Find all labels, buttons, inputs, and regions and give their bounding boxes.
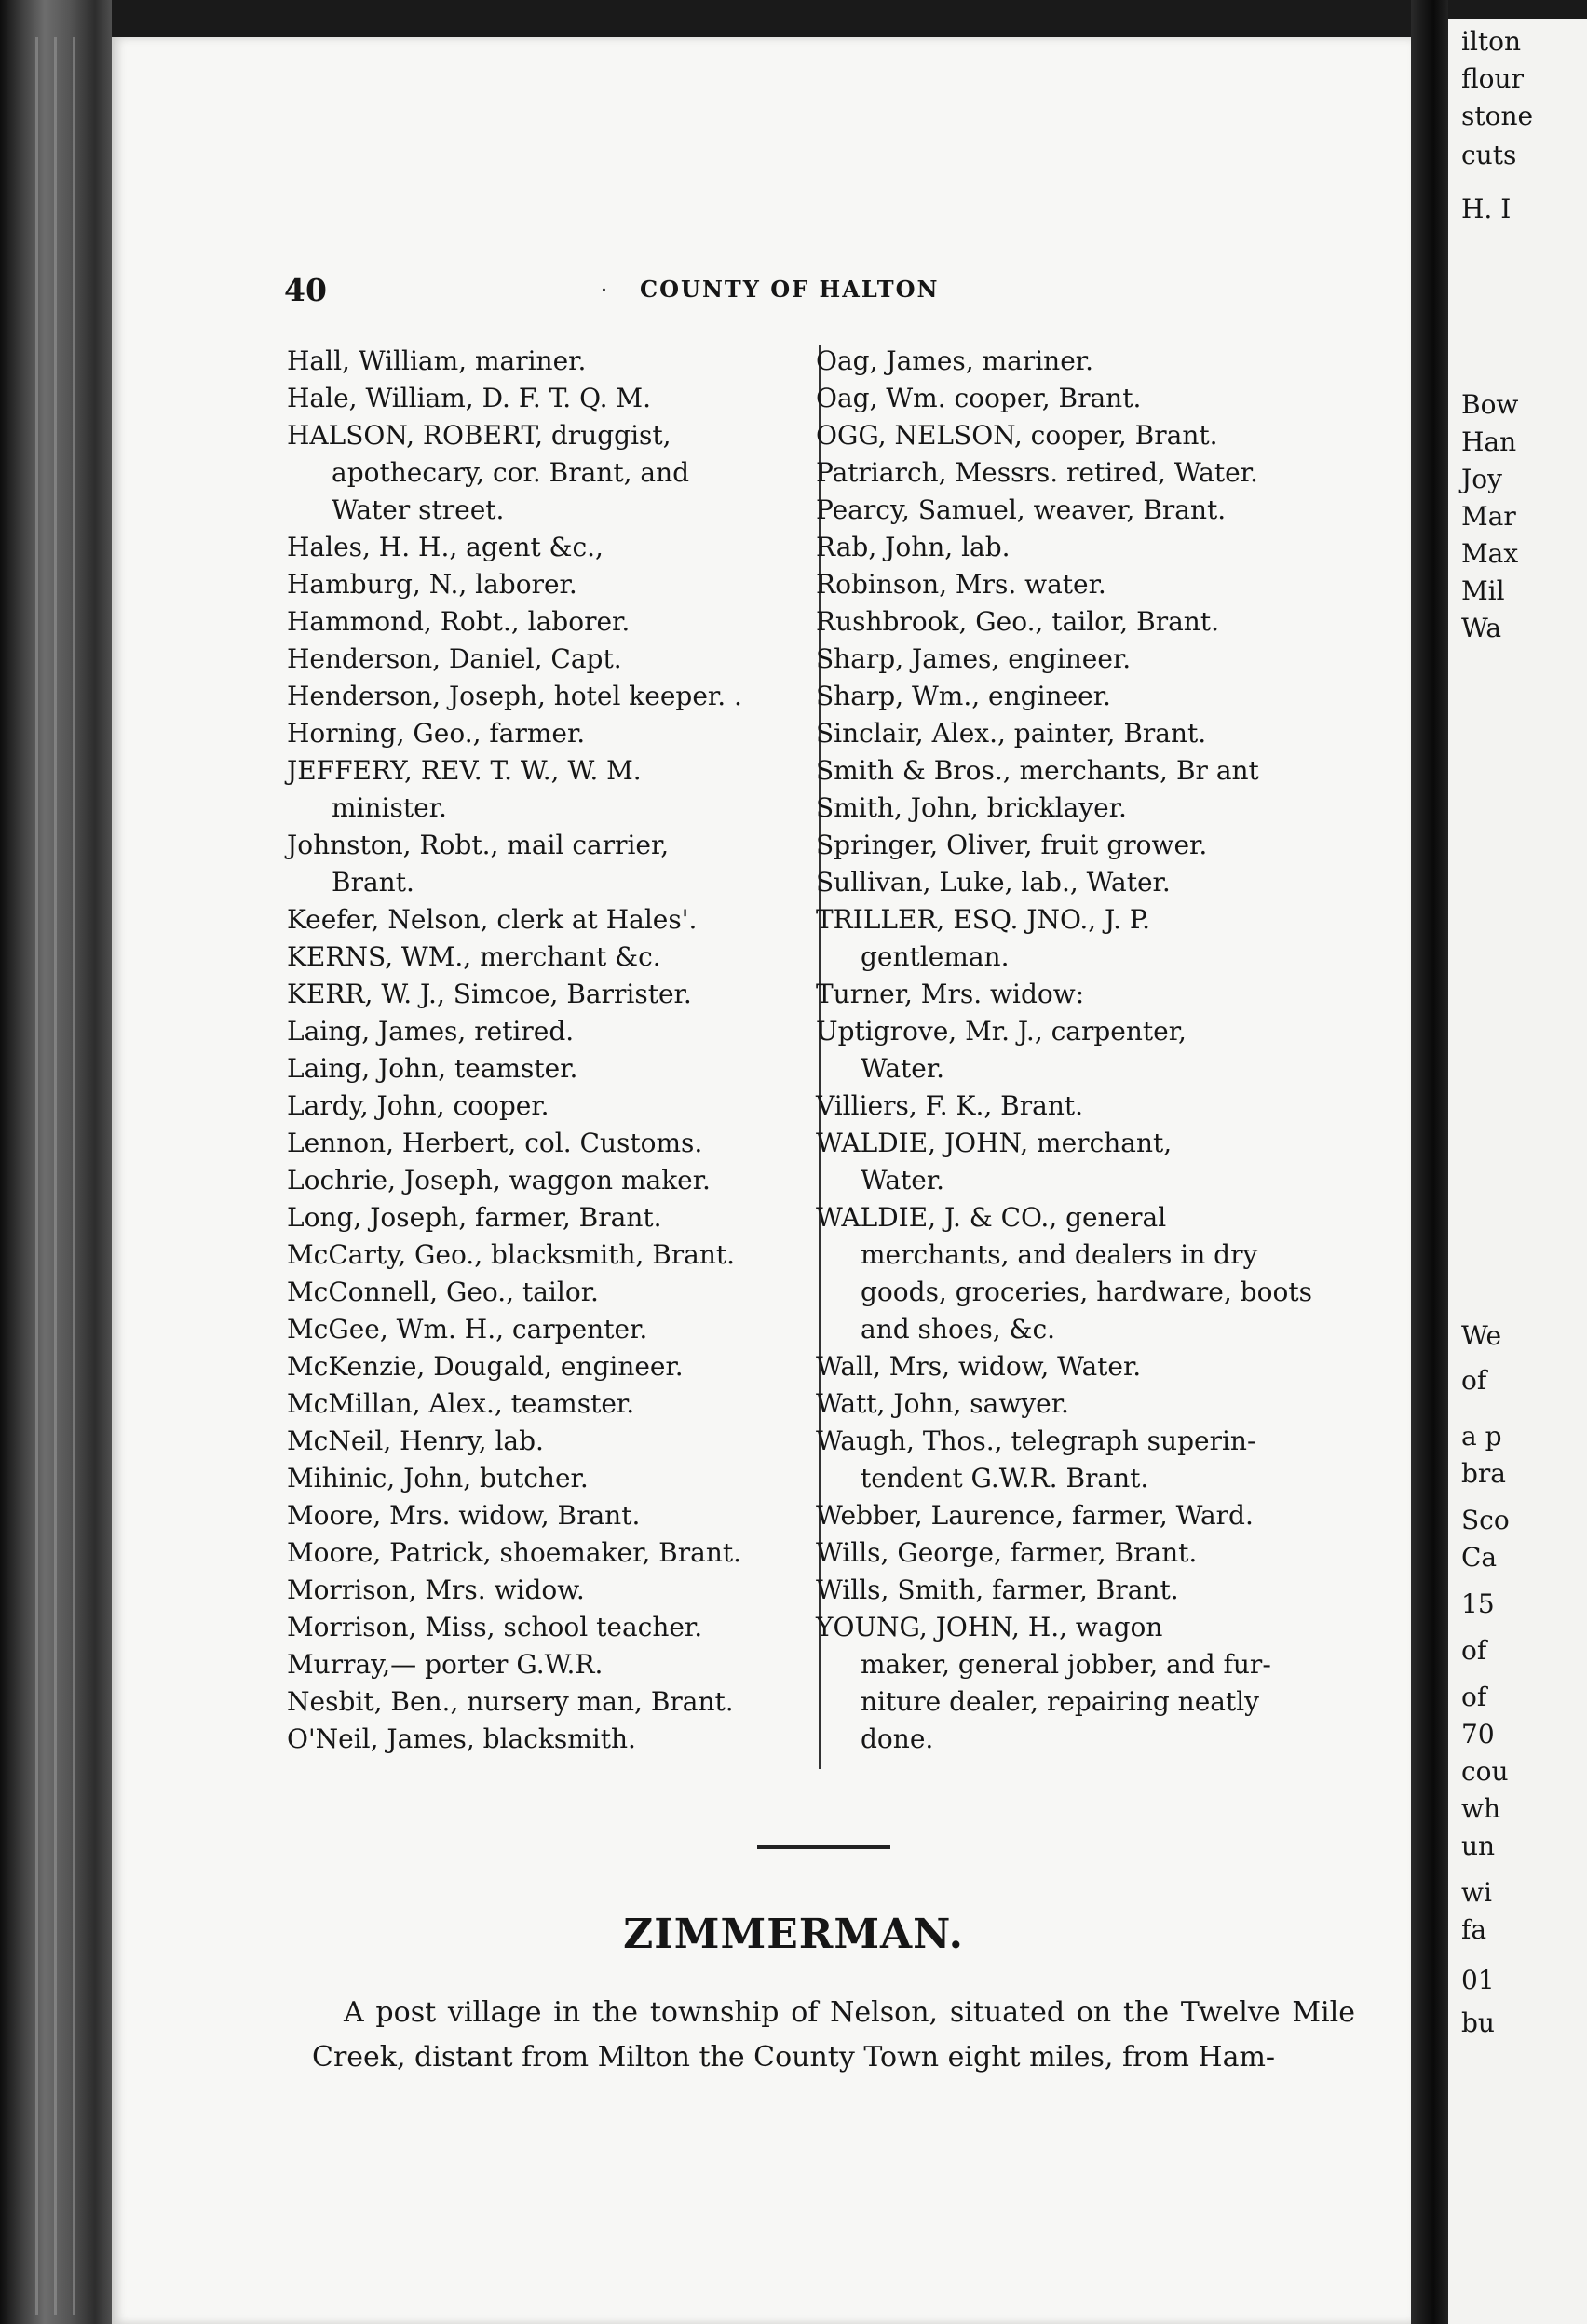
facing-page-text-fragment: flour xyxy=(1461,63,1524,94)
directory-entry xyxy=(287,1609,808,1646)
facing-page-text-fragment: stone xyxy=(1461,101,1534,131)
entry-name-line: O'Neil, James, blacksmith. xyxy=(287,1723,636,1754)
directory-entry xyxy=(816,492,1330,529)
entry-continuation-line: and shoes, &c. xyxy=(861,1314,1056,1344)
directory-entry xyxy=(287,1683,808,1721)
facing-page-text-fragment: We xyxy=(1461,1320,1502,1351)
facing-page-text-fragment: Joy xyxy=(1461,464,1502,494)
entry-continuation-line: tendent G.W.R. Brant. xyxy=(861,1463,1149,1493)
directory-entry xyxy=(816,1534,1330,1572)
entry-name-line: Moore, Mrs. widow, Brant. xyxy=(287,1500,641,1531)
entry-name-line: Sinclair, Alex., painter, Brant. xyxy=(816,718,1207,749)
book-spine xyxy=(0,0,112,2324)
facing-page-text-fragment: 01 xyxy=(1461,1965,1495,1995)
directory-entry xyxy=(287,1646,808,1683)
facing-page-text-fragment: cuts xyxy=(1461,140,1517,170)
directory-entry xyxy=(816,343,1330,380)
directory-entry xyxy=(287,603,808,641)
directory-entry xyxy=(816,1497,1330,1534)
entry-continuation-line: done. xyxy=(861,1723,934,1754)
directory-entry xyxy=(287,1385,808,1423)
page-edge-line xyxy=(54,37,57,2315)
entry-continuation-line: apothecary, cor. Brant, and xyxy=(332,457,690,488)
facing-page-text-fragment: Mil xyxy=(1461,575,1505,606)
entry-continuation-line: Water street. xyxy=(332,494,505,525)
directory-entry xyxy=(287,678,808,715)
directory-entry xyxy=(816,641,1330,678)
directory-entry xyxy=(287,529,808,566)
entry-name-line: Robinson, Mrs. water. xyxy=(816,569,1106,600)
facing-page xyxy=(1448,19,1587,2324)
page-number: 40 xyxy=(284,272,327,308)
facing-page-text-fragment: un xyxy=(1461,1831,1496,1861)
entry-continuation-line: merchants, and dealers in dry xyxy=(861,1239,1258,1270)
entry-name-line: Wills, George, farmer, Brant. xyxy=(816,1537,1198,1568)
facing-page-text-fragment: cou xyxy=(1461,1756,1509,1787)
directory-entry xyxy=(816,1385,1330,1423)
directory-entry xyxy=(287,1013,808,1050)
directory-entry xyxy=(816,1348,1330,1385)
entry-name-line: KERNS, WM., merchant &c. xyxy=(287,941,661,972)
entry-name-line: Sharp, James, engineer. xyxy=(816,643,1132,674)
directory-entry xyxy=(287,417,808,529)
directory-column-right xyxy=(816,343,1330,1758)
entry-name-line: Watt, John, sawyer. xyxy=(816,1388,1069,1419)
entry-name-line: Laing, James, retired. xyxy=(287,1016,575,1047)
entry-name-line: Morrison, Miss, school teacher. xyxy=(287,1612,703,1642)
entry-continuation-line: Brant. xyxy=(332,867,414,898)
directory-entry xyxy=(287,752,808,827)
directory-entry xyxy=(816,715,1330,752)
page-edge-line xyxy=(73,37,75,2315)
entry-continuation-line: gentleman. xyxy=(861,941,1010,972)
entry-name-line: Nesbit, Ben., nursery man, Brant. xyxy=(287,1686,734,1717)
facing-page-text-fragment: Wa xyxy=(1461,613,1502,643)
directory-entry xyxy=(287,1050,808,1088)
facing-page-text-fragment: wi xyxy=(1461,1877,1492,1908)
directory-entry xyxy=(287,976,808,1013)
entry-name-line: Henderson, Daniel, Capt. xyxy=(287,643,622,674)
directory-entry xyxy=(287,641,808,678)
facing-page-text-fragment: Mar xyxy=(1461,501,1516,532)
entry-name-line: McMillan, Alex., teamster. xyxy=(287,1388,635,1419)
entry-name-line: Wall, Mrs, widow, Water. xyxy=(816,1351,1142,1382)
entry-name-line: Rushbrook, Geo., tailor, Brant. xyxy=(816,606,1219,637)
directory-entry xyxy=(287,939,808,976)
facing-page-text-fragment: bu xyxy=(1461,2007,1495,2038)
facing-page-text-fragment: wh xyxy=(1461,1793,1500,1824)
entry-name-line: Patriarch, Messrs. retired, Water. xyxy=(816,457,1258,488)
entry-name-line: Mihinic, John, butcher. xyxy=(287,1463,589,1493)
entry-continuation-line: maker, general jobber, and fur- xyxy=(861,1649,1271,1680)
entry-name-line: Sullivan, Luke, lab., Water. xyxy=(816,867,1171,898)
directory-entry xyxy=(287,1572,808,1609)
directory-entry xyxy=(816,901,1330,976)
facing-page-text-fragment: 15 xyxy=(1461,1588,1495,1619)
page-edge-line xyxy=(35,37,38,2315)
running-head: COUNTY OF HALTON xyxy=(640,276,940,303)
entry-name-line: Webber, Laurence, farmer, Ward. xyxy=(816,1500,1254,1531)
entry-name-line: Pearcy, Samuel, weaver, Brant. xyxy=(816,494,1227,525)
directory-entry xyxy=(287,1460,808,1497)
directory-entry xyxy=(816,827,1330,864)
header-dot: · xyxy=(601,279,607,303)
directory-entry xyxy=(287,343,808,380)
directory-entry xyxy=(287,1162,808,1199)
directory-column-left xyxy=(287,343,808,1758)
entry-name-line: Laing, John, teamster. xyxy=(287,1053,578,1084)
directory-entry xyxy=(287,1497,808,1534)
entry-name-line: YOUNG, JOHN, H., wagon xyxy=(816,1612,1163,1642)
directory-entry xyxy=(287,1348,808,1385)
entry-name-line: WALDIE, JOHN, merchant, xyxy=(816,1128,1173,1158)
entry-name-line: Smith, John, bricklayer. xyxy=(816,792,1127,823)
facing-page-text-fragment: Ca xyxy=(1461,1542,1498,1573)
facing-page-text-fragment: a p xyxy=(1461,1421,1502,1452)
entry-continuation-line: niture dealer, repairing neatly xyxy=(861,1686,1259,1717)
facing-page-text-fragment: of xyxy=(1461,1365,1487,1396)
section-rule xyxy=(757,1845,890,1849)
entry-name-line: Oag, James, mariner. xyxy=(816,345,1093,376)
entry-name-line: McGee, Wm. H., carpenter. xyxy=(287,1314,648,1344)
directory-entry xyxy=(816,1609,1330,1758)
entry-name-line: Uptigrove, Mr. J., carpenter, xyxy=(816,1016,1187,1047)
facing-page-text-fragment: of xyxy=(1461,1682,1487,1712)
facing-page-text-fragment: ilton xyxy=(1461,26,1522,57)
directory-entry xyxy=(816,790,1330,827)
directory-entry xyxy=(816,678,1330,715)
directory-entry xyxy=(287,1311,808,1348)
directory-entry xyxy=(816,529,1330,566)
entry-name-line: Sharp, Wm., engineer. xyxy=(816,681,1111,711)
entry-name-line: Smith & Bros., merchants, Br ant xyxy=(816,755,1259,786)
directory-entry xyxy=(816,1423,1330,1497)
directory-entry xyxy=(816,976,1330,1013)
directory-entry xyxy=(816,752,1330,790)
directory-entry xyxy=(287,1199,808,1236)
entry-name-line: Lennon, Herbert, col. Customs. xyxy=(287,1128,703,1158)
section-title: ZIMMERMAN. xyxy=(623,1911,964,1958)
entry-name-line: Waugh, Thos., telegraph superin- xyxy=(816,1425,1256,1456)
directory-entry xyxy=(287,1125,808,1162)
directory-entry xyxy=(287,1236,808,1274)
entry-name-line: Johnston, Robt., mail carrier, xyxy=(287,830,670,860)
entry-name-line: Horning, Geo., farmer. xyxy=(287,718,586,749)
facing-page-text-fragment: fa xyxy=(1461,1914,1487,1945)
facing-page-text-fragment: Bow xyxy=(1461,389,1519,420)
entry-name-line: Lardy, John, cooper. xyxy=(287,1090,549,1121)
entry-name-line: Morrison, Mrs. widow. xyxy=(287,1574,585,1605)
entry-name-line: McCarty, Geo., blacksmith, Brant. xyxy=(287,1239,736,1270)
entry-name-line: JEFFERY, REV. T. W., W. M. xyxy=(287,755,642,786)
entry-name-line: WALDIE, J. & CO., general xyxy=(816,1202,1167,1233)
directory-entry xyxy=(287,566,808,603)
entry-name-line: Oag, Wm. cooper, Brant. xyxy=(816,383,1142,413)
entry-name-line: Springer, Oliver, fruit grower. xyxy=(816,830,1208,860)
directory-entry xyxy=(816,417,1330,454)
directory-entry xyxy=(287,1721,808,1758)
directory-entry xyxy=(287,1423,808,1460)
entry-name-line: Hale, William, D. F. T. Q. M. xyxy=(287,383,652,413)
directory-entry xyxy=(816,1088,1330,1125)
directory-entry xyxy=(816,1199,1330,1348)
entry-name-line: Wills, Smith, farmer, Brant. xyxy=(816,1574,1179,1605)
page-header xyxy=(284,272,1085,309)
facing-page-text-fragment: of xyxy=(1461,1635,1487,1666)
book-gutter xyxy=(1411,0,1448,2324)
entry-continuation-line: Water. xyxy=(861,1165,945,1196)
entry-name-line: Murray,— porter G.W.R. xyxy=(287,1649,604,1680)
directory-entry xyxy=(816,1572,1330,1609)
facing-page-text-fragment: H. I xyxy=(1461,194,1512,224)
entry-name-line: Hammond, Robt., laborer. xyxy=(287,606,631,637)
entry-name-line: Lochrie, Joseph, waggon maker. xyxy=(287,1165,711,1196)
facing-page-text-fragment: Max xyxy=(1461,538,1519,569)
directory-entry xyxy=(816,864,1330,901)
section-body: A post village in the township of Nelson, situated on the Twelve Mile Creek, distant from Milton the County Town eight miles, from Ham- xyxy=(312,1996,1355,2074)
directory-entry xyxy=(287,1274,808,1311)
entry-name-line: Long, Joseph, farmer, Brant. xyxy=(287,1202,662,1233)
entry-name-line: Keefer, Nelson, clerk at Hales'. xyxy=(287,904,698,935)
directory-entry xyxy=(816,1013,1330,1088)
entry-name-line: Moore, Patrick, shoemaker, Brant. xyxy=(287,1537,742,1568)
entry-continuation-line: minister. xyxy=(332,792,447,823)
directory-entry xyxy=(287,1088,808,1125)
directory-entry xyxy=(287,1534,808,1572)
facing-page-text-fragment: Han xyxy=(1461,426,1517,457)
entry-name-line: OGG, NELSON, cooper, Brant. xyxy=(816,420,1218,451)
entry-name-line: HALSON, ROBERT, druggist, xyxy=(287,420,671,451)
directory-entry xyxy=(287,827,808,901)
entry-name-line: McNeil, Henry, lab. xyxy=(287,1425,544,1456)
directory-entry xyxy=(287,715,808,752)
entry-name-line: Rab, John, lab. xyxy=(816,532,1011,562)
entry-continuation-line: goods, groceries, hardware, boots xyxy=(861,1277,1312,1307)
directory-entry xyxy=(816,603,1330,641)
entry-name-line: Villiers, F. K., Brant. xyxy=(816,1090,1083,1121)
entry-continuation-line: Water. xyxy=(861,1053,945,1084)
entry-name-line: TRILLER, ESQ. JNO., J. P. xyxy=(816,904,1150,935)
entry-name-line: McKenzie, Dougald, engineer. xyxy=(287,1351,684,1382)
entry-name-line: Hales, H. H., agent &c., xyxy=(287,532,604,562)
directory-entry xyxy=(816,1125,1330,1199)
directory-entry xyxy=(816,380,1330,417)
directory-entry xyxy=(287,380,808,417)
directory-entry xyxy=(287,901,808,939)
directory-entry xyxy=(816,454,1330,492)
directory-entry xyxy=(816,566,1330,603)
facing-page-text-fragment: Sco xyxy=(1461,1505,1510,1535)
entry-name-line: Hall, William, mariner. xyxy=(287,345,587,376)
entry-name-line: Hamburg, N., laborer. xyxy=(287,569,577,600)
entry-name-line: Turner, Mrs. widow: xyxy=(816,979,1085,1009)
entry-name-line: McConnell, Geo., tailor. xyxy=(287,1277,599,1307)
entry-name-line: KERR, W. J., Simcoe, Barrister. xyxy=(287,979,692,1009)
facing-page-text-fragment: 70 xyxy=(1461,1719,1495,1750)
entry-name-line: Henderson, Joseph, hotel keeper. . xyxy=(287,681,742,711)
facing-page-text-fragment: bra xyxy=(1461,1458,1507,1489)
